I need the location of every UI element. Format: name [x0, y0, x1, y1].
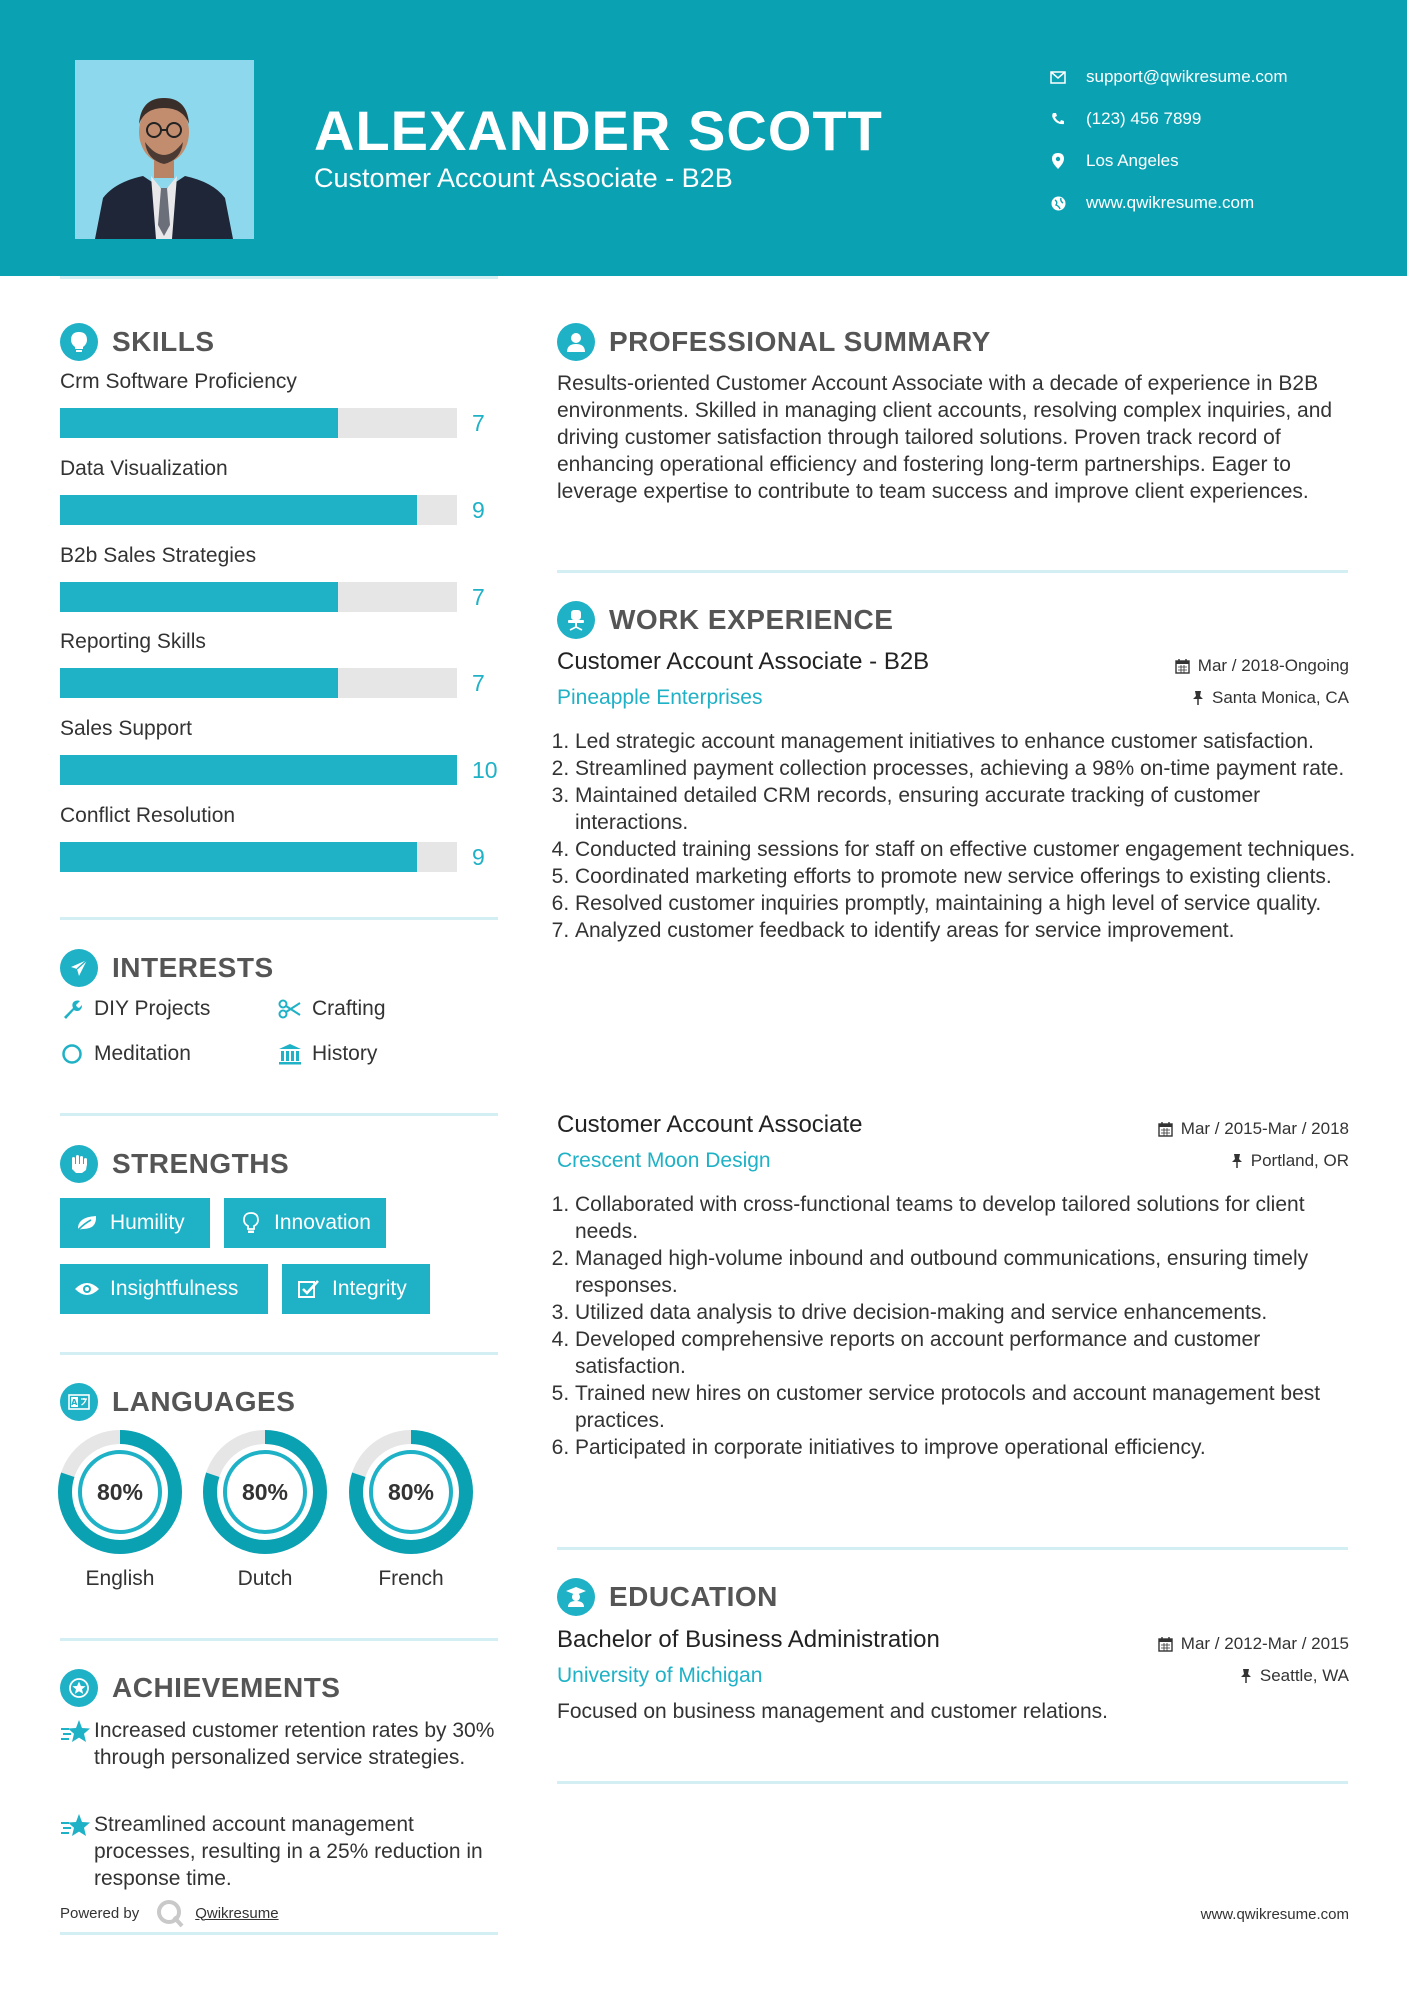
skill-bar-fill [60, 408, 338, 438]
job-bullet: 2. Streamlined payment collection processes, achieving a 98% on-time payment rate. [575, 755, 1367, 782]
interest-label: History [312, 1042, 378, 1065]
office-chair-icon [557, 601, 595, 639]
language-name: English [85, 1567, 155, 1590]
job-bullet: 3. Utilized data analysis to drive decision-making and service enhancements. [575, 1299, 1367, 1326]
skill-level: 9 [472, 497, 485, 523]
job-entry [557, 1111, 1349, 1459]
raised-fist-icon [60, 1145, 98, 1183]
strength-label: Innovation [274, 1211, 371, 1234]
skill-item [60, 544, 500, 610]
education-degree: Bachelor of Business Administration [557, 1626, 940, 1653]
pushpin-icon [1231, 1153, 1243, 1169]
divider [557, 1781, 1348, 1784]
job-bullet: 2. Managed high-volume inbound and outbound communications, ensuring timely responses. [575, 1245, 1367, 1299]
footer-powered-by [60, 1898, 279, 1928]
job-bullet: 5. Coordinated marketing efforts to promote new service offerings to existing clients. [575, 863, 1367, 890]
achievement-item [60, 1811, 500, 1892]
strength-label: Integrity [332, 1277, 407, 1300]
contact-phone-text: (123) 456 7899 [1086, 109, 1202, 128]
skill-bar-fill [60, 495, 417, 525]
education-description: Focused on business management and customer relations. [557, 1700, 1108, 1723]
calendar-icon [1158, 1637, 1173, 1652]
job-date-text: Mar / 2015-Mar / 2018 [1180, 1119, 1349, 1138]
skill-name: Reporting Skills [60, 630, 206, 653]
job-bullet: 5. Trained new hires on customer service protocols and account management best practices. [575, 1380, 1367, 1434]
skills-heading [60, 323, 215, 361]
skill-name: Conflict Resolution [60, 804, 236, 827]
divider [60, 1932, 498, 1935]
job-bullet: 1. Led strategic account management initiatives to enhance customer satisfaction. [575, 728, 1367, 755]
job-title: Customer Account Associate - B2B [557, 648, 930, 675]
user-icon [557, 323, 595, 361]
skill-name: B2b Sales Strategies [60, 544, 257, 567]
language-item [349, 1430, 473, 1591]
skill-bar [60, 668, 457, 698]
summary-title: PROFESSIONAL SUMMARY [609, 326, 991, 357]
strength-tag [60, 1264, 268, 1314]
job-location [1231, 1151, 1349, 1171]
language-percent: 80% [96, 1479, 144, 1505]
scissors-icon [278, 997, 302, 1021]
skill-item [60, 457, 500, 523]
strength-label: Humility [110, 1211, 185, 1234]
skill-name: Data Visualization [60, 457, 228, 480]
languages-heading [60, 1383, 295, 1421]
job-date [1175, 656, 1349, 676]
interest-item [278, 1042, 377, 1066]
achievements-heading [60, 1669, 340, 1707]
job-title: Customer Account Associate [557, 1111, 863, 1138]
contact-phone[interactable] [1050, 98, 1288, 140]
job-bullets [557, 1191, 1367, 1461]
divider [557, 570, 1348, 573]
candidate-name: ALEXANDER SCOTT [314, 99, 883, 162]
map-pin-icon [1050, 153, 1066, 169]
divider [60, 1352, 498, 1355]
divider [557, 1547, 1348, 1550]
job-date-text: Mar / 2018-Ongoing [1197, 656, 1349, 675]
summary-text: Results-oriented Customer Account Associate with a decade of experience in B2B environments. Skilled in managing client accounts, resolving complex inquiries, and driving customer satisfaction through tailored solutions. Proven track record of enhancing operational efficiency and fostering long-term partnerships. Eager to leverage expertise to contribute to team success and improve client experiences. [557, 372, 1333, 503]
eye-icon [74, 1278, 100, 1300]
job-company: Pineapple Enterprises [557, 686, 763, 709]
strengths-title: STRENGTHS [112, 1148, 290, 1179]
strength-tag [60, 1198, 210, 1248]
job-bullet: 3. Maintained detailed CRM records, ensuring accurate tracking of customer interactions. [575, 782, 1367, 836]
skill-level: 10 [472, 757, 498, 783]
job-bullet: 6. Resolved customer inquiries promptly, maintaining a high level of service quality. [575, 890, 1367, 917]
envelope-icon [1050, 69, 1066, 85]
skill-bar [60, 755, 457, 785]
star-icon [60, 1717, 94, 1771]
leaf-icon [74, 1212, 100, 1234]
language-icon [60, 1383, 98, 1421]
star-badge-icon [60, 1669, 98, 1707]
job-company: Crescent Moon Design [557, 1149, 771, 1172]
skill-bar [60, 582, 457, 612]
language-ring [203, 1430, 327, 1554]
contact-website[interactable] [1050, 182, 1288, 224]
interest-item [60, 1042, 191, 1066]
lightbulb-icon [60, 323, 98, 361]
skill-bar-fill [60, 755, 457, 785]
skill-level: 7 [472, 670, 485, 696]
strengths-heading [60, 1145, 289, 1183]
calendar-icon [1158, 1122, 1173, 1137]
job-bullet: 1. Collaborated with cross-functional teams to develop tailored solutions for client needs. [575, 1191, 1367, 1245]
skill-level: 9 [472, 844, 485, 870]
museum-icon [278, 1042, 302, 1066]
check-square-icon [296, 1278, 322, 1300]
divider [60, 276, 498, 279]
skill-level: 7 [472, 584, 485, 610]
wrench-icon [60, 997, 84, 1021]
job-bullet: 7. Analyzed customer feedback to identify areas for service improvement. [575, 917, 1367, 944]
divider [60, 1113, 498, 1116]
contact-location [1050, 140, 1288, 182]
divider [60, 917, 498, 920]
skills-title: SKILLS [112, 326, 215, 357]
education-entry [557, 1626, 1349, 1723]
paper-plane-icon [60, 949, 98, 987]
contact-info [1050, 56, 1288, 224]
job-bullet: 4. Conducted training sessions for staff on effective customer engagement techniques. [575, 836, 1367, 863]
job-bullet: 4. Developed comprehensive reports on account performance and customer satisfaction. [575, 1326, 1367, 1380]
achievement-text: Streamlined account management processes, resulting in a 25% reduction in response time. [94, 1813, 483, 1890]
education-heading [557, 1578, 778, 1616]
contact-website-text: www.qwikresume.com [1086, 193, 1255, 212]
skill-bar [60, 495, 457, 525]
experience-title: WORK EXPERIENCE [609, 604, 894, 635]
circle-icon [60, 1042, 84, 1066]
skill-item [60, 717, 500, 783]
skill-item [60, 630, 500, 696]
education-date [1158, 1634, 1349, 1654]
language-percent: 80% [241, 1479, 289, 1505]
contact-location-text: Los Angeles [1086, 151, 1179, 170]
skill-bar-fill [60, 842, 417, 872]
interest-item [60, 997, 210, 1021]
contact-email-text: support@qwikresume.com [1086, 67, 1288, 86]
language-ring [349, 1430, 473, 1554]
skill-item [60, 804, 500, 870]
job-bullet: 6. Participated in corporate initiatives to improve operational efficiency. [575, 1434, 1367, 1461]
job-location-text: Portland, OR [1250, 1151, 1349, 1170]
skill-name: Crm Software Proficiency [60, 370, 297, 393]
skill-level: 7 [472, 410, 485, 436]
achievement-text: Increased customer retention rates by 30% through personalized service strategies. [94, 1719, 495, 1769]
job-location [1192, 688, 1349, 708]
divider [60, 1638, 498, 1641]
achievements-title: ACHIEVEMENTS [112, 1672, 341, 1703]
header-banner [0, 0, 1407, 276]
language-item [203, 1430, 327, 1591]
education-school: University of Michigan [557, 1664, 763, 1687]
job-bullets [557, 728, 1367, 944]
summary-heading [557, 323, 991, 361]
job-date [1158, 1119, 1349, 1139]
job-entry [557, 648, 1356, 942]
qwikresume-logo-icon [155, 1898, 185, 1928]
skill-item [60, 370, 500, 436]
skill-bar-fill [60, 668, 338, 698]
strength-label: Insightfulness [110, 1277, 239, 1300]
skill-name: Sales Support [60, 717, 192, 740]
languages-title: LANGUAGES [112, 1386, 296, 1417]
strength-tag [282, 1264, 430, 1314]
contact-email[interactable] [1050, 56, 1288, 98]
skill-bar-fill [60, 582, 338, 612]
language-percent: 80% [387, 1479, 435, 1505]
qwikresume-link[interactable]: Qwikresume [195, 1904, 279, 1922]
interest-label: Meditation [94, 1042, 191, 1065]
graduate-icon [557, 1578, 595, 1616]
svg-text:A: A [71, 1398, 78, 1407]
interests-heading [60, 949, 274, 987]
language-item [58, 1430, 182, 1591]
experience-heading [557, 601, 893, 639]
footer-website[interactable]: www.qwikresume.com [1200, 1906, 1349, 1923]
language-name: Dutch [237, 1567, 293, 1590]
profile-photo [75, 60, 254, 239]
pushpin-icon [1192, 690, 1204, 706]
education-date-text: Mar / 2012-Mar / 2015 [1180, 1634, 1349, 1653]
interest-label: Crafting [312, 997, 386, 1020]
language-ring [58, 1430, 182, 1554]
phone-icon [1050, 111, 1066, 127]
education-location [1240, 1666, 1349, 1686]
skill-bar [60, 408, 457, 438]
job-location-text: Santa Monica, CA [1211, 688, 1349, 707]
powered-by-label: Powered by [60, 1904, 140, 1922]
calendar-icon [1175, 659, 1190, 674]
education-title: EDUCATION [609, 1581, 778, 1612]
pushpin-icon [1240, 1668, 1252, 1684]
interest-label: DIY Projects [94, 997, 211, 1020]
interest-item [278, 997, 386, 1021]
education-location-text: Seattle, WA [1259, 1666, 1349, 1685]
lightbulb-icon [238, 1212, 264, 1234]
language-name: French [378, 1567, 444, 1590]
achievement-item [60, 1717, 500, 1771]
skill-bar [60, 842, 457, 872]
globe-icon [1050, 195, 1066, 211]
star-icon [60, 1811, 94, 1892]
candidate-title: Customer Account Associate - B2B [314, 163, 733, 193]
interests-title: INTERESTS [112, 952, 274, 983]
strength-tag [224, 1198, 386, 1248]
